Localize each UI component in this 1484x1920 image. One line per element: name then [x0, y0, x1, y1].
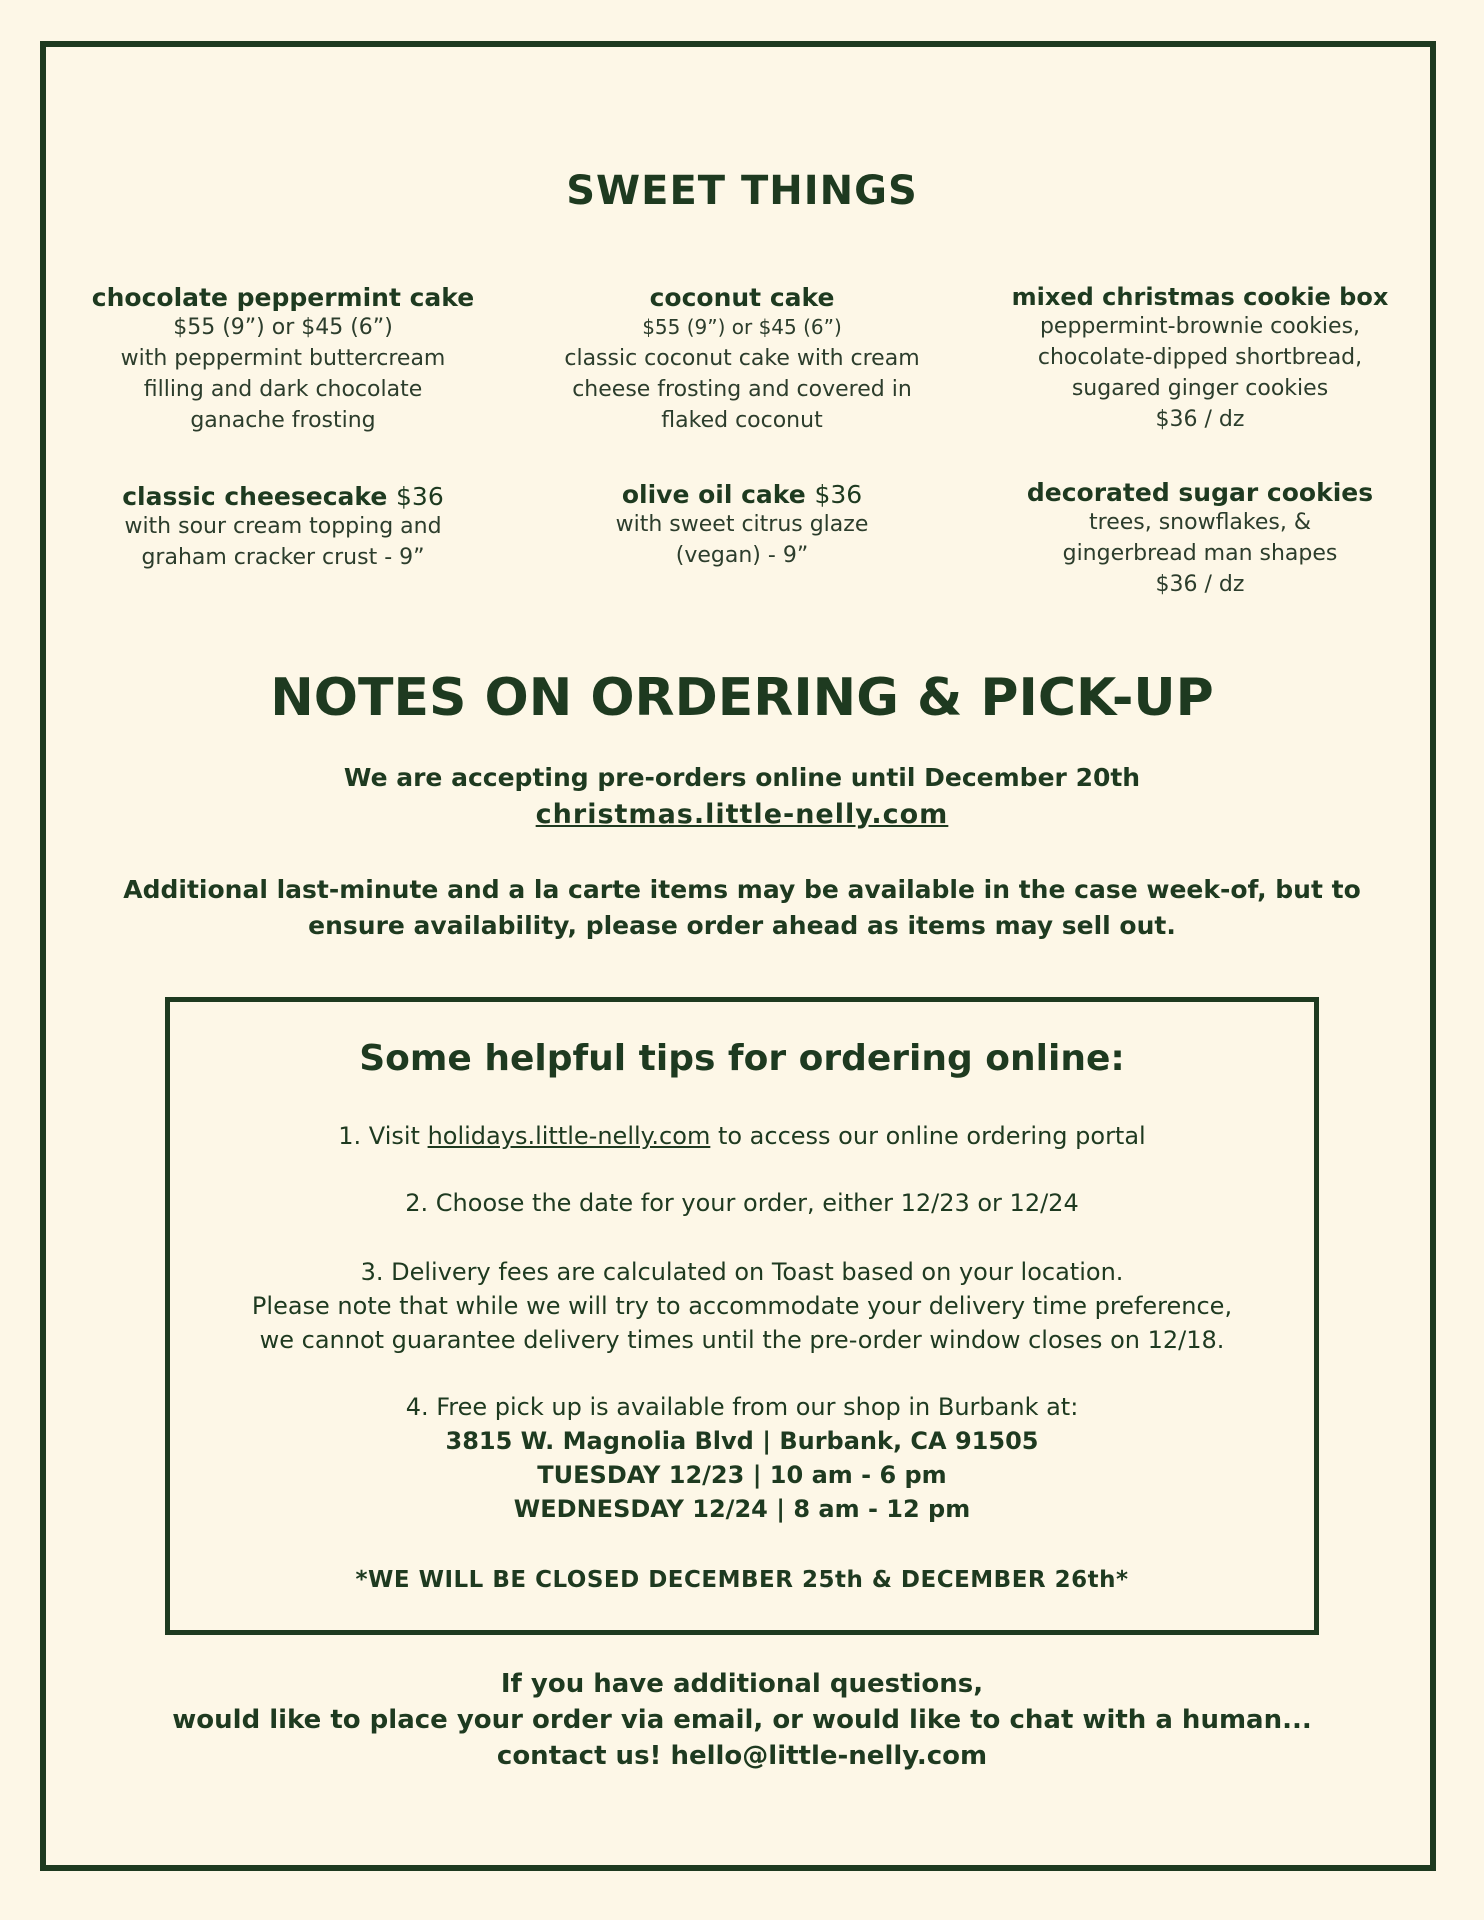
item-price: $36 / dz: [1155, 407, 1245, 432]
tip-3-line: we cannot guarantee delivery times until the pre-order window closes on 12/18.: [259, 1326, 1225, 1354]
item-description: chocolate-dipped shortbread,: [1037, 345, 1363, 370]
item-name: mixed christmas cookie box: [1011, 283, 1389, 311]
hours-tuesday: TUESDAY 12/23 | 10 am - 6 pm: [537, 1461, 947, 1489]
preorder-notice: We are accepting pre-orders online until December 20th: [343, 763, 1141, 792]
menu-item-mixed-christmas-cookie-box: [980, 283, 1420, 435]
item-description: (vegan) - 9”: [675, 543, 809, 568]
item-description: classic coconut cake with cream: [564, 346, 920, 371]
item-description: with sour cream topping and: [124, 514, 442, 539]
menu-item-classic-cheesecake: [63, 482, 503, 573]
tip-3: [170, 1255, 1314, 1357]
item-description: flaked coconut: [661, 408, 823, 433]
item-description: ganache frosting: [190, 408, 376, 433]
christmas-order-link[interactable]: christmas.little-nelly.com: [535, 799, 949, 830]
hours-wednesday: WEDNESDAY 12/24 | 8 am - 12 pm: [513, 1495, 971, 1523]
menu-item-decorated-sugar-cookies: [980, 478, 1420, 600]
item-description: gingerbread man shapes: [1062, 541, 1338, 566]
item-description: filling and dark chocolate: [143, 377, 423, 402]
item-description: cheese frosting and covered in: [572, 377, 912, 402]
notes-heading: NOTES ON ORDERING & PICK-UP: [270, 668, 1214, 728]
item-description: peppermint-brownie cookies,: [1039, 314, 1361, 339]
tip-3-line: Please note that while we will try to accommodate your delivery time preference,: [251, 1292, 1233, 1320]
item-price: $36: [396, 482, 444, 511]
item-description: graham cracker crust - 9”: [141, 545, 425, 570]
item-description: with peppermint buttercream: [120, 346, 446, 371]
item-description: trees, snowflakes, &: [1089, 510, 1311, 535]
contact-line: If you have additional questions,: [500, 1669, 984, 1699]
item-name: olive oil cake: [621, 480, 806, 509]
ordering-tips-box: [165, 997, 1319, 1635]
item-price: $55 (9”) or $45 (6”): [173, 315, 393, 340]
menu-item-coconut-cake: [522, 283, 962, 436]
item-name: coconut cake: [649, 283, 835, 312]
tip-3-line: 3. Delivery fees are calculated on Toast based on your location.: [360, 1258, 1124, 1286]
item-price: $36 / dz: [1155, 572, 1245, 597]
tip-4: [170, 1390, 1314, 1526]
shop-address: 3815 W. Magnolia Blvd | Burbank, CA 91505: [445, 1427, 1039, 1455]
item-description: sugared ginger cookies: [1071, 376, 1329, 401]
contact-section: [0, 1666, 1484, 1774]
tip-2: 2. Choose the date for your order, either 12/23 or 12/24: [405, 1189, 1079, 1217]
tip-1: [170, 1119, 1314, 1153]
contact-email-line: contact us! hello@little-nelly.com: [496, 1741, 988, 1771]
closed-notice: *WE WILL BE CLOSED DECEMBER 25th & DECEMBER 26th*: [355, 1567, 1129, 1593]
item-price: $36: [814, 480, 863, 509]
tip-1-prefix: 1. Visit: [338, 1122, 428, 1150]
item-description: with sweet citrus glaze: [615, 512, 869, 537]
item-price: $55 (9”) or $45 (6”): [642, 315, 842, 339]
item-name: decorated sugar cookies: [1026, 478, 1374, 507]
tip-4-intro: 4. Free pick up is available from our shop in Burbank at:: [405, 1393, 1079, 1421]
item-name: classic cheesecake: [122, 482, 388, 511]
holidays-order-link[interactable]: holidays.little-nelly.com: [427, 1122, 711, 1150]
menu-item-olive-oil-cake: [522, 480, 962, 571]
sweet-things-heading: SWEET THINGS: [566, 168, 918, 214]
tips-heading: Some helpful tips for ordering online:: [359, 1038, 1125, 1079]
menu-item-chocolate-peppermint-cake: [63, 283, 503, 436]
tip-1-suffix: to access our online ordering portal: [710, 1122, 1146, 1150]
item-name: chocolate peppermint cake: [91, 283, 475, 312]
availability-notice: Additional last-minute and a la carte items may be available in the case week-of, but to ensure availability, please order ahead as items may sell out.: [123, 875, 1361, 940]
contact-line: would like to place your order via email, or would like to chat with a human...: [172, 1705, 1312, 1735]
